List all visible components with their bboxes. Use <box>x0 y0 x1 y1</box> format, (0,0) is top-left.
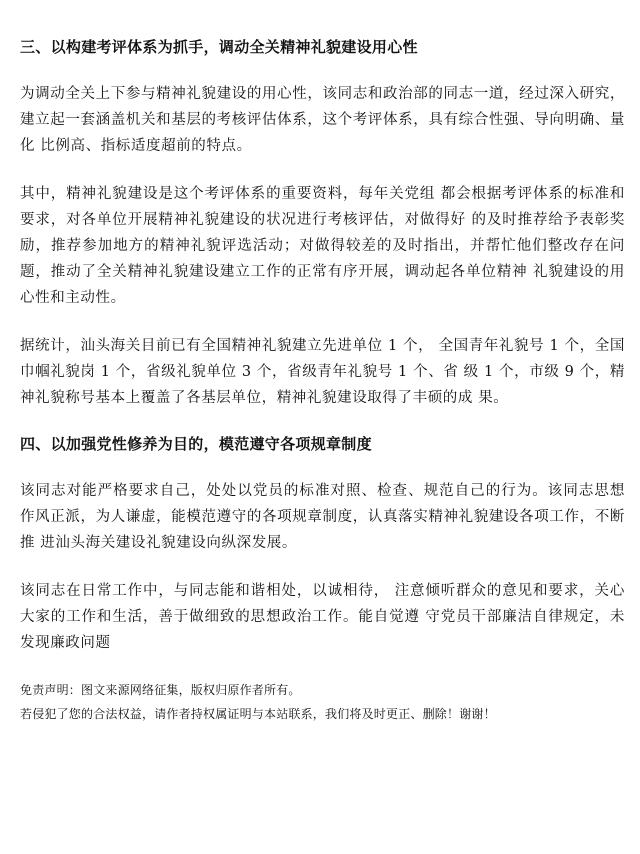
document-page <box>20 36 625 726</box>
section-4-paragraph-2: 该同志在日常工作中，与同志能和谐相处，以诚相待， 注意倾听群众的意见和要求，关心大家的工作和生活，善于做细致的思想政治工作。能自觉遵 守党员干部廉洁自律规定，未发现廉政问题 <box>20 583 625 651</box>
section-3-paragraph-1: 为调动全关上下参与精神礼貌建设的用心性，该同志和政治部的同志一道，经过深入研究， 建立起一套涵盖机关和基层的考核评估体系，这个考评体系，具有综合性强、导向明确、量化 比例高、指标适度超前的特点。 <box>20 86 625 154</box>
disclaimer-line-1: 免责声明：图文来源网络征集，版权归原作者所有。 <box>20 683 301 697</box>
section-3-paragraph-3: 据统计，汕头海关目前已有全国精神礼貌建立先进单位 1 个， 全国青年礼貌号 1 个，全国巾帼礼貌岗 1 个，省级礼貌单位 3 个，省级青年礼貌号 1 个、省 级 1 个，市级 9 个，精神礼貌称号基本上覆盖了各基层单位，精神礼貌建设取得了丰硕的成 果。 <box>20 338 625 406</box>
section-4-paragraph-1: 该同志对能严格要求自己，处处以党员的标准对照、检查、规范自己的行为。该同志思想 作风正派，为人谦虚，能模范遵守的各项规章制度，认真落实精神礼貌建设各项工作，不断推 进汕头海关建设礼貌建设向纵深发展。 <box>20 483 625 551</box>
section-3-heading: 三、以构建考评体系为抓手，调动全关精神礼貌建设用心性 <box>20 38 418 56</box>
disclaimer <box>20 678 625 726</box>
section-4-heading: 四、以加强党性修养为目的，模范遵守各项规章制度 <box>20 435 372 453</box>
disclaimer-line-2: 若侵犯了您的合法权益，请作者持权属证明与本站联系，我们将及时更正、删除！谢谢！ <box>20 707 496 721</box>
section-3-paragraph-2: 其中，精神礼貌建设是这个考评体系的重要资料，每年关党组 都会根据考评体系的标准和要求，对各单位开展精神礼貌建设的状况进行考核评估，对做得好 的及时推荐给予表彰奖励，推荐参加地方的精神礼貌评选活动；对做得较差的及时指出，并帮忙他们整改存在问题，推动了全关精神礼貌建设建立工作的正常有序开展，调动起各单位精神 礼貌建设的用心性和主动性。 <box>20 186 625 306</box>
